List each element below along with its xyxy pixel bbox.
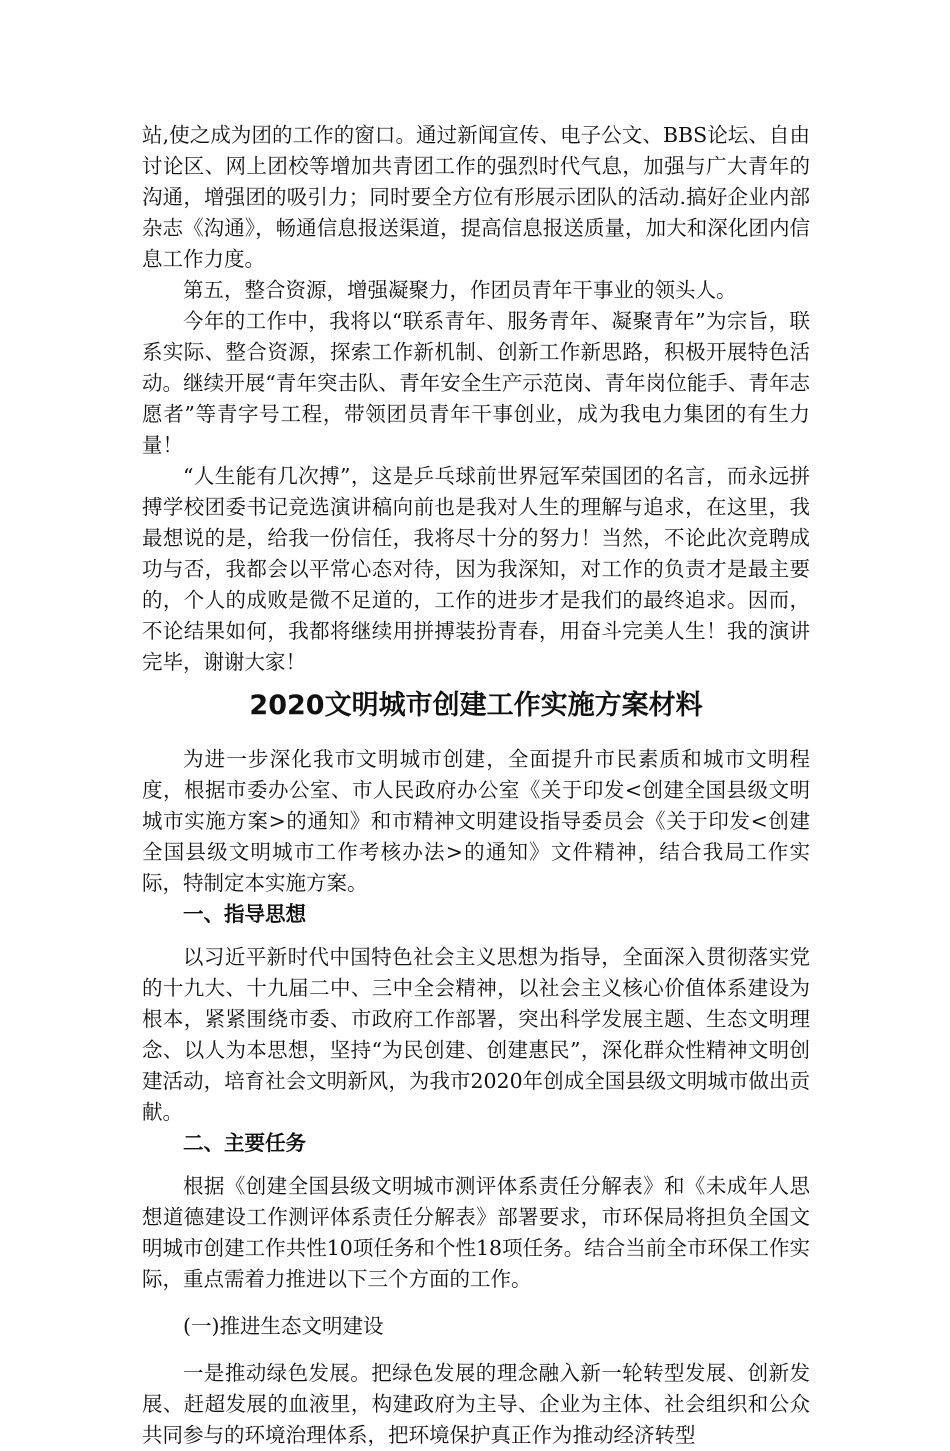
body-paragraph: 今年的工作中，我将以“联系青年、服务青年、凝聚青年”为宗旨，联系实际、整合资源，探索工作新机制、创新工作新思路，积极开展特色活动。继续开展“青年突击队、青年安全生产示范岗、青年岗位能手、青年志愿者”等青字号工程，带领团员青年干事创业，成为我电力集团的有生力量！ [142,309,810,457]
document-page [142,120,810,1451]
section-heading: 一、指导思想 [183,902,306,926]
subsection-body: 一是推动绿色发展。把绿色发展的理念融入新一轮转型发展、创新发展、赶超发展的血液里，构建政府为主导、企业为主体、社会组织和公众共同参与的环境治理体系，把环境保护真正作为推动经济转型 [142,1361,810,1447]
document-title: 2020文明城市创建工作实施方案材料 [249,690,703,721]
intro-paragraph: 为进一步深化我市文明城市创建，全面提升市民素质和城市文明程度，根据市委办公室、市人民政府办公室《关于印发<创建全国县级文明城市实施方案>的通知》和市精神文明建设指导委员会《关于印发<创建全国县级文明城市工作考核办法>的通知》文件精神，结合我局工作实际，特制定本实施方案。 [142,747,810,895]
body-paragraph: 站,使之成为团的工作的窗口。通过新闻宣传、电子公文、BBS论坛、自由讨论区、网上团校等增加共青团工作的强烈时代气息，加强与广大青年的沟通，增强团的吸引力；同时要全方位有形展示团队的活动.搞好企业内部杂志《沟通》，畅通信息报送渠道，提高信息报送质量，加大和深化团内信息工作力度。 [142,123,810,271]
section-body: 根据《创建全国县级文明城市测评体系责任分解表》和《未成年人思想道德建设工作测评体系责任分解表》部署要求，市环保局将担负全国文明城市创建工作共性10项任务和个性18项任务。结合当前全市环保工作实际，重点需着力推进以下三个方面的工作。 [142,1174,810,1291]
subsection-heading: (一)推进生态文明建设 [183,1314,384,1338]
section-body: 以习近平新时代中国特色社会主义思想为指导，全面深入贯彻落实党的十九大、十九届二中、三中全会精神，以社会主义核心价值体系建设为根本，紧紧围绕市委、市政府工作部署，突出科学发展主题、生态文明理念、以人为本思想，坚持“为民创建、创建惠民”，深化群众性精神文明创建活动，培育社会文明新风，为我市2020年创成全国县级文明城市做出贡献。 [142,945,810,1124]
section-heading: 二、主要任务 [183,1131,306,1155]
body-paragraph: “人生能有几次搏”，这是乒乓球前世界冠军荣国团的名言，而永远拼搏学校团委书记竞选演讲稿向前也是我对人生的理解与追求，在这里，我最想说的是，给我一份信任，我将尽十分的努力！当然，不论此次竞聘成功与否，我都会以平常心态对待，因为我深知，对工作的负责才是最主要的，个人的成败是微不足道的，工作的进步才是我们的最终追求。因而，不论结果如何，我都将继续用拼搏装扮青春，用奋斗完美人生！我的演讲完毕，谢谢大家！ [142,464,810,674]
body-paragraph: 第五，整合资源，增强凝聚力，作团员青年干事业的领头人。 [183,278,737,302]
